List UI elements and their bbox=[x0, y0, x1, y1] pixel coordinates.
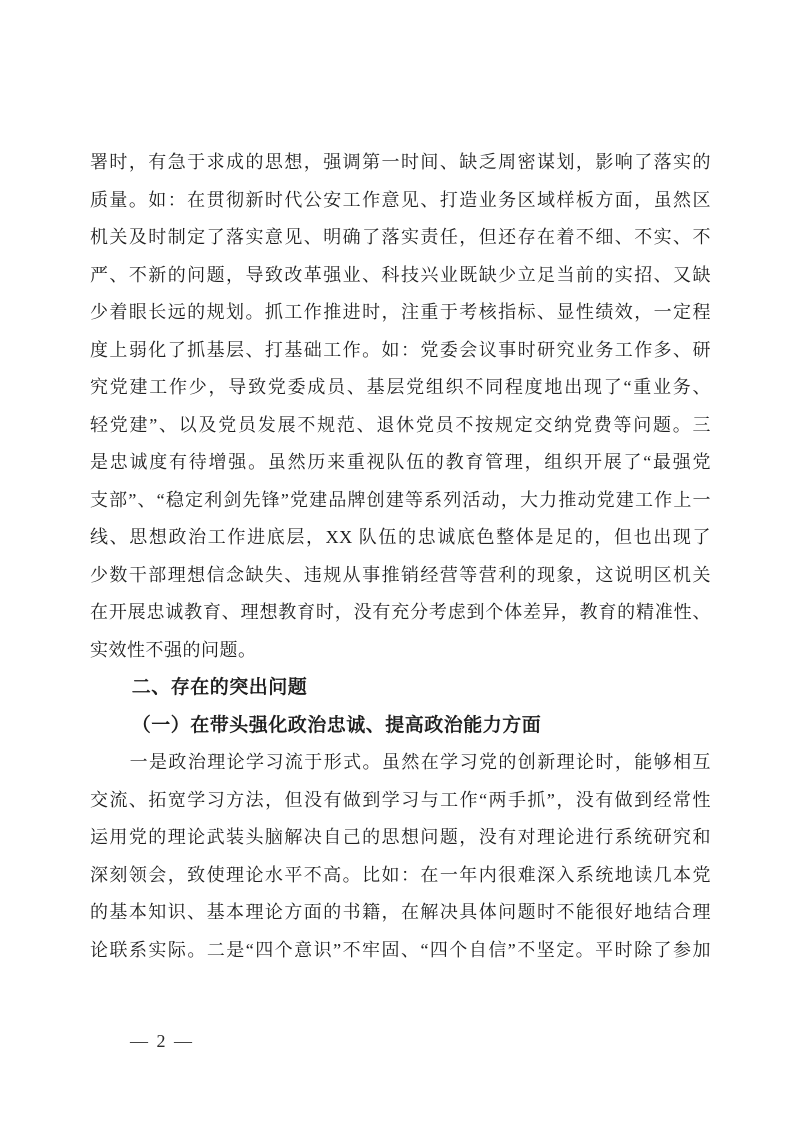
text-line: 严、不新的问题，导致改革强业、科技兴业既缺少立足当前的实招、又缺 bbox=[90, 264, 711, 285]
text-line: 论联系实际。二是“四个意识”不牢固、“四个自信”不坚定。平时除了参加 bbox=[90, 939, 711, 960]
text-line: 少数干部理想信念缺失、违规从事推销经营等营利的现象，这说明区机关 bbox=[90, 564, 711, 585]
text-line: 的基本知识、基本理论方面的书籍，在解决具体问题时不能很好地结合理 bbox=[90, 902, 711, 922]
text-line: 署时，有急于求成的思想，强调第一时间、缺乏周密谋划，影响了落实的 bbox=[90, 152, 711, 172]
text-line: 是忠诚度有待增强。虽然历来重视队伍的教育管理，组织开展了“最强党 bbox=[90, 452, 711, 472]
text-line: 运用党的理论武装头脑解决自己的思想问题，没有对理论进行系统研究和 bbox=[90, 827, 711, 847]
text-line: 轻党建”、以及党员发展不规范、退休党员不按规定交纳党费等问题。三 bbox=[90, 414, 711, 435]
sub-section-heading: （一）在带头强化政治忠诚、提高政治能力方面 bbox=[131, 714, 542, 736]
page-number: — 2 — bbox=[130, 1031, 194, 1051]
paragraph-first-line: 一是政治理论学习流于形式。虽然在学习党的创新理论时，能够相互 bbox=[129, 752, 711, 772]
text-line: 机关及时制定了落实意见、明确了落实责任，但还存在着不细、不实、不 bbox=[90, 227, 711, 247]
text-line: 在开展忠诚教育、理想教育时，没有充分考虑到个体差异，教育的精准性、 bbox=[90, 602, 711, 622]
text-line: 究党建工作少，导致党委成员、基层党组织不同程度地出现了“重业务、 bbox=[90, 377, 711, 397]
text-line: 支部”、“稳定利剑先锋”党建品牌创建等系列活动，大力推动党建工作上一 bbox=[90, 489, 711, 510]
text-line: 质量。如：在贯彻新时代公安工作意见、打造业务区域样板方面，虽然区 bbox=[90, 189, 711, 210]
section-heading: 二、存在的突出问题 bbox=[131, 677, 308, 698]
paragraph-end-line: 实效性不强的问题。 bbox=[90, 639, 257, 660]
text-line: 线、思想政治工作进底层，XX 队伍的忠诚底色整体是足的，但也出现了 bbox=[90, 527, 711, 547]
text-line: 少着眼长远的规划。抓工作推进时，注重于考核指标、显性绩效，一定程 bbox=[90, 302, 711, 322]
text-line: 深刻领会，致使理论水平不高。比如：在一年内很难深入系统地读几本党 bbox=[90, 864, 711, 885]
text-line: 度上弱化了抓基层、打基础工作。如：党委会议事时研究业务工作多、研 bbox=[90, 339, 711, 360]
document-body bbox=[90, 144, 711, 969]
text-line: 交流、拓宽学习方法，但没有做到学习与工作“两手抓”，没有做到经常性 bbox=[90, 789, 711, 810]
